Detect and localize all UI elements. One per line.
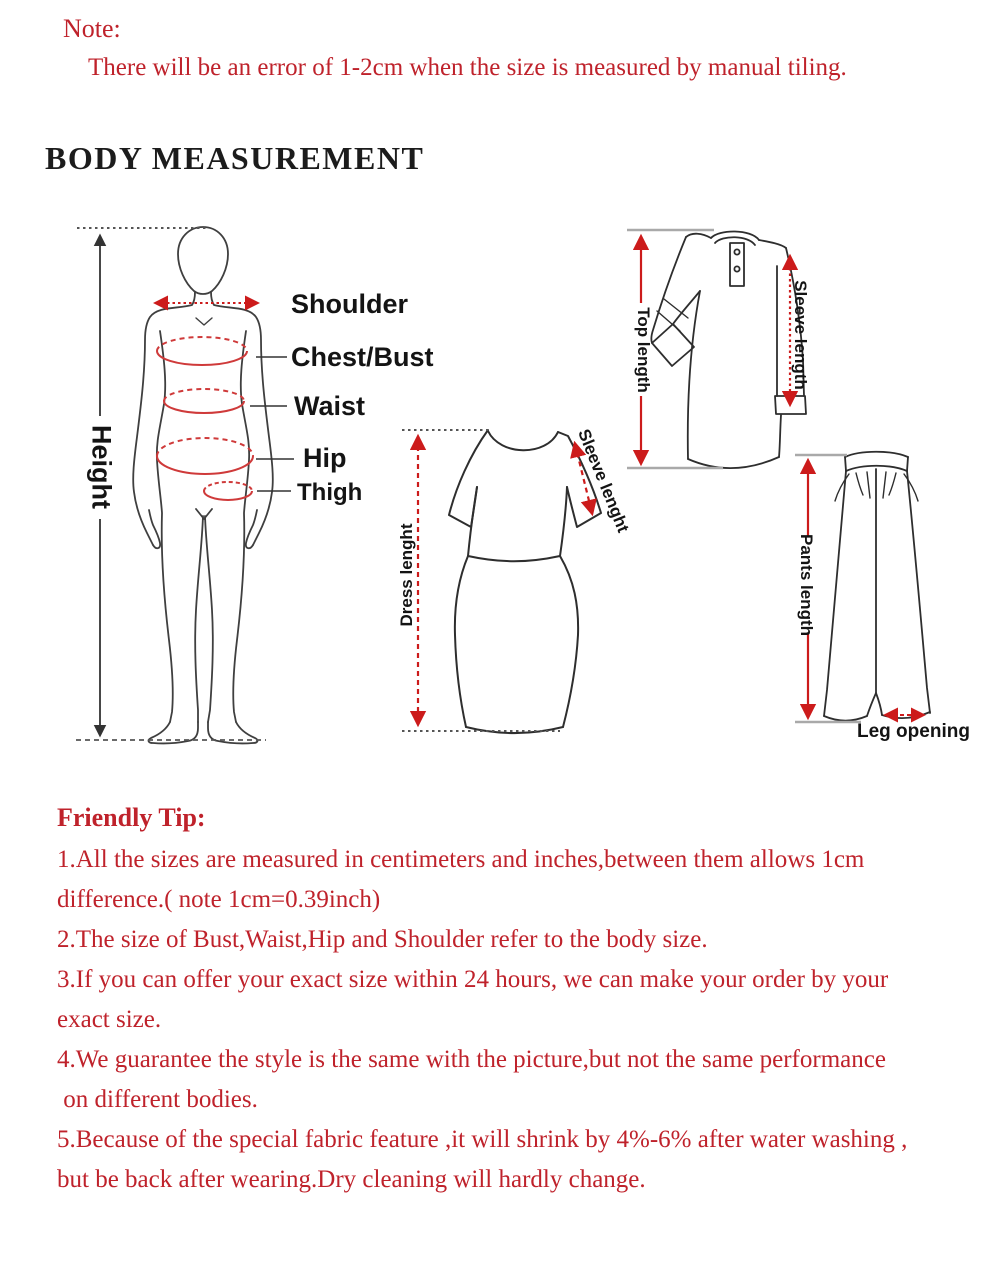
chest-ellipse-dashed	[157, 337, 247, 351]
hip-ellipse-solid	[157, 456, 253, 474]
top-left-cuff	[652, 324, 694, 366]
pants-waistband-left	[845, 457, 846, 471]
dress-left-bodice	[468, 487, 477, 556]
tip-line-3: 2.The size of Bust,Waist,Hip and Shoulder refer to the body size.	[57, 926, 708, 953]
pants-left-inner	[867, 693, 876, 716]
top-figure	[651, 231, 806, 468]
hip-label: Hip	[303, 443, 347, 473]
tip-line-2: difference.( note 1cm=0.39inch)	[57, 886, 381, 913]
pants-right-pocket	[904, 474, 918, 501]
body-right-hand	[246, 510, 257, 548]
body-right-arm-outline	[211, 292, 273, 545]
body-left-foot	[149, 722, 198, 743]
dress-waist-seam	[468, 556, 560, 561]
tip-line-1: 1.All the sizes are measured in centimeters and inches,between them allows 1cm	[57, 846, 865, 873]
tips-heading: Friendly Tip:	[57, 803, 206, 832]
top-left-body-edge	[688, 291, 700, 459]
body-crotch	[196, 509, 212, 519]
note-body-text: There will be an error of 1-2cm when the size is measured by manual tiling.	[88, 54, 847, 81]
body-right-side-leg	[233, 331, 249, 722]
tip-line-9: but be back after wearing.Dry cleaning will hardly change.	[57, 1166, 646, 1193]
body-left-hand	[149, 510, 160, 548]
leg-opening-label: Leg opening	[857, 721, 970, 742]
body-figure	[133, 227, 273, 743]
friendly-tips-section	[57, 803, 907, 1200]
waist-label: Waist	[294, 391, 366, 421]
chest-bust-label: Chest/Bust	[291, 342, 434, 372]
body-collarbone-mark	[196, 318, 212, 325]
tip-line-7: on different bodies.	[57, 1086, 258, 1113]
pants-left-hem	[824, 716, 867, 721]
tip-line-6: 4.We guarantee the style is the same with the picture,but not the same performance	[57, 1046, 886, 1073]
pants-right-inner	[876, 693, 882, 715]
pants-length-label: Pants length	[797, 533, 816, 637]
pants-pleat-1	[856, 473, 863, 495]
pants-left-outer	[824, 471, 846, 716]
top-right-body-lower	[779, 415, 781, 457]
body-left-arm-outline	[133, 292, 195, 545]
shoulder-label: Shoulder	[291, 289, 409, 319]
top-right-cuff	[775, 396, 806, 414]
top-right-shoulder	[759, 240, 786, 248]
note-heading: Note:	[63, 14, 121, 43]
pants-waistband-top	[845, 452, 908, 457]
waist-ellipse-solid	[164, 401, 244, 413]
body-head-outline	[178, 227, 228, 294]
pants-figure	[824, 452, 930, 721]
top-sleeve-length-label: Sleeve length	[791, 280, 810, 390]
dress-neckline	[488, 431, 558, 450]
dress-measure-lines	[402, 430, 592, 731]
body-right-inner-leg	[205, 516, 213, 722]
pants-pleat-3	[883, 472, 886, 498]
top-button-1	[734, 249, 739, 254]
top-hem	[688, 457, 779, 468]
thigh-ellipse-dashed	[204, 482, 252, 491]
body-left-inner-leg	[195, 516, 203, 722]
waist-ellipse-dashed	[164, 389, 244, 401]
dress-skirt-left	[455, 556, 468, 727]
dress-skirt-right	[560, 556, 578, 727]
chest-ellipse-solid	[157, 351, 247, 365]
dress-length-label: Dress lenght	[397, 523, 416, 627]
thigh-label: Thigh	[297, 479, 363, 506]
pants-pleat-2	[867, 472, 870, 498]
pants-pleat-4	[889, 473, 896, 495]
top-button-2	[734, 266, 739, 271]
dress-right-bodice	[560, 487, 567, 556]
top-length-label: Top length	[634, 307, 653, 393]
body-left-side-leg	[157, 331, 173, 722]
dress-figure	[449, 430, 601, 733]
pants-left-pocket	[835, 474, 849, 501]
tip-line-8: 5.Because of the special fabric feature ,it will shrink by 4%-6% after water washing ,	[57, 1126, 908, 1153]
tip-line-4: 3.If you can offer your exact size within 24 hours, we can make your order by your	[57, 966, 889, 993]
hip-ellipse-dashed	[157, 438, 253, 456]
dress-sleeve-length-label: Sleeve lenght	[574, 426, 633, 536]
tip-line-5: exact size.	[57, 1006, 162, 1033]
pants-waistband-right	[907, 457, 908, 471]
height-label: Height	[86, 425, 117, 509]
page-title: BODY MEASUREMENT	[45, 140, 425, 176]
top-left-shoulder	[686, 234, 711, 238]
top-collar-outer	[711, 231, 759, 240]
pants-right-outer	[907, 471, 930, 713]
body-measure-ellipses	[157, 337, 253, 500]
dress-left-sleeve	[449, 430, 488, 527]
